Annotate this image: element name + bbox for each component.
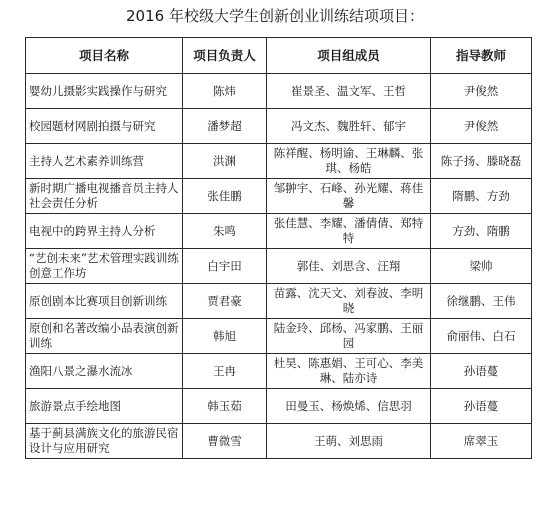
advisor-cell: 俞丽伟、白石 [431, 319, 532, 354]
advisor-cell: 尹俊然 [431, 109, 532, 144]
advisor-cell: 徐继鹏、王伟 [431, 284, 532, 319]
table-row [26, 354, 532, 389]
header-advisor: 指导教师 [431, 38, 532, 74]
project-leader-cell: 王冉 [183, 354, 267, 389]
project-members-cell: 陈祥醒、杨明谕、王琳麟、张琪、杨皓 [267, 144, 431, 179]
table-row [26, 319, 532, 354]
project-members-cell: 郭佳、刘思含、汪翔 [267, 249, 431, 284]
project-members-cell: 杜昊、陈惠娟、王可心、李美琳、陆亦诗 [267, 354, 431, 389]
project-leader-cell: 韩旭 [183, 319, 267, 354]
table-row [26, 249, 532, 284]
project-leader-cell: 潘梦超 [183, 109, 267, 144]
project-leader-cell: 陈炜 [183, 74, 267, 109]
table-row [26, 424, 532, 459]
project-name-cell: 新时期广播电视播音员主持人社会责任分析 [26, 179, 183, 214]
project-members-cell: 张佳慧、李耀、潘倩倩、郑特特 [267, 214, 431, 249]
table-row [26, 144, 532, 179]
table-row [26, 389, 532, 424]
table-row [26, 284, 532, 319]
project-leader-cell: 贾君豪 [183, 284, 267, 319]
advisor-cell: 孙语蔓 [431, 389, 532, 424]
table-row [26, 179, 532, 214]
projects-table [25, 37, 532, 459]
advisor-cell: 方劲、隋鹏 [431, 214, 532, 249]
project-members-cell: 田曼玉、杨焕烯、信思羽 [267, 389, 431, 424]
document-title: 2016 年校级大学生创新创业训练结项项目： [126, 7, 424, 25]
project-name-cell: 原创和名著改编小品表演创新训练 [26, 319, 183, 354]
project-name-cell: 电视中的跨界主持人分析 [26, 214, 183, 249]
advisor-cell: 隋鹏、方劲 [431, 179, 532, 214]
table-row [26, 214, 532, 249]
table-header-row [26, 38, 532, 74]
header-project-members: 项目组成员 [267, 38, 431, 74]
project-name-cell: 基于蓟县满族文化的旅游民宿设计与应用研究 [26, 424, 183, 459]
table-row [26, 74, 532, 109]
project-name-cell: 原创剧本比赛项目创新训练 [26, 284, 183, 319]
project-members-cell: 崔景圣、温文军、王哲 [267, 74, 431, 109]
project-members-cell: 王萌、刘思雨 [267, 424, 431, 459]
project-members-cell: 邹翀宇、石峰、孙光耀、蒋佳馨 [267, 179, 431, 214]
advisor-cell: 梁帅 [431, 249, 532, 284]
table-row [26, 109, 532, 144]
project-leader-cell: 朱鸣 [183, 214, 267, 249]
project-members-cell: 陆金玲、邱杨、冯家鹏、王丽园 [267, 319, 431, 354]
project-leader-cell: 白宇田 [183, 249, 267, 284]
project-leader-cell: 韩玉茹 [183, 389, 267, 424]
advisor-cell: 孙语蔓 [431, 354, 532, 389]
project-name-cell: 婴幼儿摄影实践操作与研究 [26, 74, 183, 109]
project-members-cell: 冯文杰、魏胜轩、郁宇 [267, 109, 431, 144]
project-members-cell: 苗露、沈天文、刘春波、李明晓 [267, 284, 431, 319]
advisor-cell: 陈子扬、滕晓磊 [431, 144, 532, 179]
project-leader-cell: 曹微雪 [183, 424, 267, 459]
project-name-cell: 校园题材网剧拍摄与研究 [26, 109, 183, 144]
advisor-cell: 尹俊然 [431, 74, 532, 109]
project-name-cell: 旅游景点手绘地图 [26, 389, 183, 424]
project-name-cell: “艺创未来”艺术管理实践训练创意工作坊 [26, 249, 183, 284]
header-project-name: 项目名称 [26, 38, 183, 74]
project-leader-cell: 张佳鹏 [183, 179, 267, 214]
project-name-cell: 渔阳八景之瀑水流冰 [26, 354, 183, 389]
project-name-cell: 主持人艺术素养训练营 [26, 144, 183, 179]
header-project-leader: 项目负责人 [183, 38, 267, 74]
project-leader-cell: 洪渊 [183, 144, 267, 179]
advisor-cell: 席翠玉 [431, 424, 532, 459]
